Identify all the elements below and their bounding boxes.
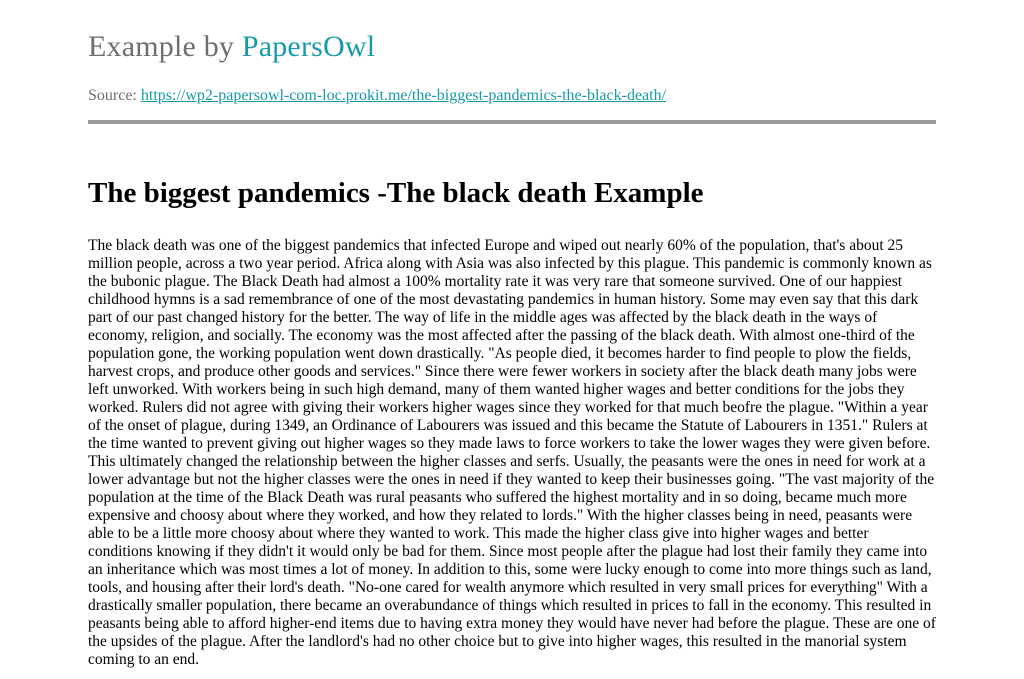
divider (88, 120, 936, 124)
source-label: Source: (88, 86, 141, 104)
page-title-prefix: Example by (88, 30, 242, 63)
page-title (88, 30, 936, 65)
article-heading: The biggest pandemics -The black death Example (88, 176, 704, 209)
source-line (88, 87, 936, 105)
brand-name: PapersOwl (241, 30, 376, 63)
article-body: The black death was one of the biggest pandemics that infected Europe and wiped out nearly 60% of the population, that's about 25 million people, across a two year period. Africa along with Asia was also infected by this plague. This pandemic is commonly known as the bubonic plague. The Black Death had almost a 100% mortality rate it was very rare that someone survived. One of our happiest childhood hymns is a sad remembrance of one of the most devastating pandemics in human history. Some may even say that this dark part of our past changed history for the better. The way of life in the middle ages was affected by the black death in the ways of economy, religion, and socially. The economy was the most affected after the passing of the black death. With almost one-third of the population gone, the working population went down drastically. "As people died, it becomes harder to find people to plow the fields, harvest crops, and produce other goods and services." Since there were fewer workers in society after the black death many jobs were left unworked. With workers being in such high demand, many of them wanted higher wages and better conditions for the jobs they worked. Rulers did not agree with giving their workers higher wages since they worked for that much beofre the plague. "Within a year of the onset of plague, during 1349, an Ordinance of Labourers was issued and this became the Statute of Labourers in 1351." Rulers at the time wanted to prevent giving out higher wages so they made laws to force workers to take the lower wages they were given before. This ultimately changed the relationship between the higher classes and serfs. Usually, the peasants were the ones in need for work at a lower advantage but not the higher classes were the ones in need if they wanted to keep their businesses going. "The vast majority of the population at the time of the Black Death was rural peasants who suffered the highest mortality and in so doing, became much more expensive and choosy about where they worked, and how they related to lords." With the higher classes being in need, peasants were able to be a little more choosy about where they wanted to work. This made the higher class give into higher wages and better conditions knowing if they didn't it would only be bad for them. Since most people after the plague had lost their family they came into an inheritance which was most times a lot of money. In addition to this, some were lucky enough to come into more things such as land, tools, and housing after their lord's death. "No-one cared for wealth anymore which resulted in very small prices for everything" With a drastically smaller population, there became an overabundance of things which resulted in prices to fall in the economy. This resulted in peasants being able to afford higher-end items due to having extra money they would have never had before the plague. These are one of the upsides of the plague. After the landlord's had no other choice but to give into higher wages, this resulted in the manorial system coming to an end. (88, 237, 936, 669)
source-link[interactable]: https://wp2-papersowl-com-loc.prokit.me/the-biggest-pandemics-the-black-death/ (140, 86, 667, 104)
